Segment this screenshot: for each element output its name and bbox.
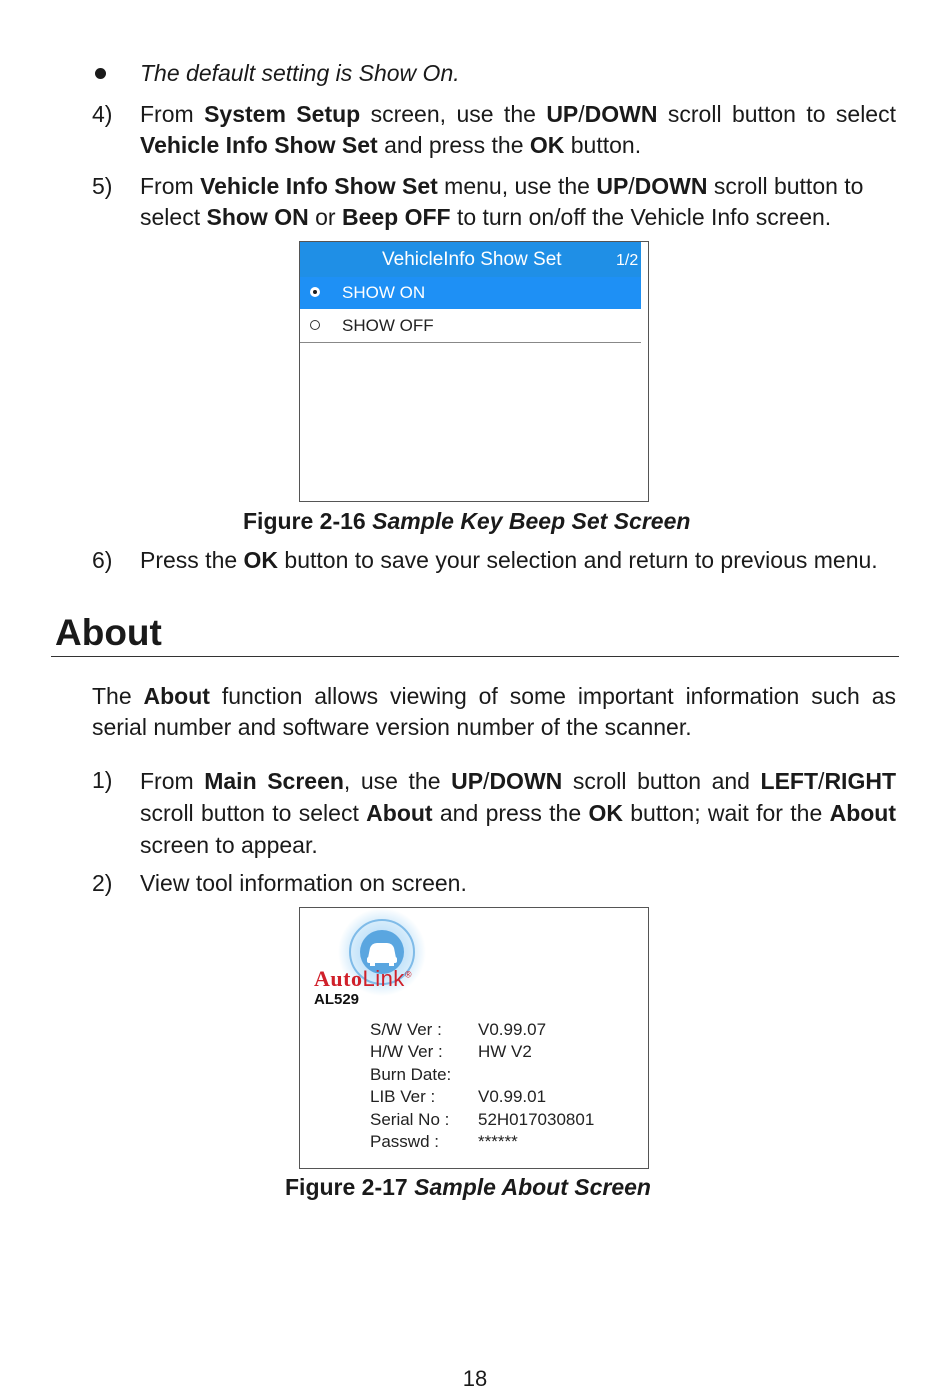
radio-unselected-icon xyxy=(310,320,320,330)
section-heading: About xyxy=(55,612,162,653)
info-row-serial-no: Serial No : 52H017030801 xyxy=(370,1110,595,1129)
screen-title-bar xyxy=(300,242,641,277)
info-row-hw-ver: H/W Ver : HW V2 xyxy=(370,1042,532,1061)
autolink-logo: AutoLink® xyxy=(314,966,412,991)
step-4-text: From System Setup screen, use the UP/DOWN scroll button to select Vehicle Info Show Set and press the OK button. xyxy=(140,101,896,158)
step-5-number: 5) xyxy=(92,173,113,199)
about-step-2-text: View tool information on screen. xyxy=(140,870,467,896)
info-row-lib-ver: LIB Ver : V0.99.01 xyxy=(370,1087,547,1106)
figure-2-17-caption: Figure 2-17 Sample About Screen xyxy=(285,1174,651,1200)
page-indicator: 1/2 xyxy=(616,252,639,269)
about-step-1-text: From Main Screen, use the UP/DOWN scroll button and LEFT/RIGHT scroll button to select About and press the OK button; wait for the About screen to appear. xyxy=(140,768,896,858)
step-4-number: 4) xyxy=(92,101,113,127)
option-label: SHOW OFF xyxy=(342,316,434,335)
vehicleinfo-show-set-screen xyxy=(299,241,649,502)
model-name: AL529 xyxy=(314,991,360,1008)
option-label: SHOW ON xyxy=(342,283,426,302)
step-6-number: 6) xyxy=(92,547,113,573)
default-setting-note: The default setting is Show On. xyxy=(140,60,460,86)
page-number: 18 xyxy=(462,1366,488,1391)
heading-divider xyxy=(51,656,899,657)
about-step-1-number: 1) xyxy=(92,767,113,793)
figure-2-16-caption: Figure 2-16 Sample Key Beep Set Screen xyxy=(243,508,691,534)
bullet-dot xyxy=(95,68,106,79)
about-intro-paragraph: The About function allows viewing of some important information such as serial number and software version number of the scanner. xyxy=(92,683,896,740)
info-row-passwd: Passwd : ****** xyxy=(370,1132,518,1151)
step-6-text: Press the OK button to save your selection and return to previous menu. xyxy=(140,547,878,573)
screen-title: VehicleInfo Show Set xyxy=(382,249,562,270)
radio-selected-icon xyxy=(310,287,320,297)
info-row-sw-ver: S/W Ver : V0.99.07 xyxy=(370,1020,547,1039)
option-show-on[interactable] xyxy=(300,277,641,309)
about-step-2-number: 2) xyxy=(92,870,113,896)
step-5-text: From Vehicle Info Show Set menu, use the UP/DOWN scroll button to select Show ON or Beep OFF to turn on/off the Vehicle Info screen. xyxy=(140,173,864,230)
about-screen xyxy=(299,907,649,1169)
info-row-burn-date: Burn Date: xyxy=(370,1065,452,1084)
option-show-off[interactable] xyxy=(300,310,641,343)
